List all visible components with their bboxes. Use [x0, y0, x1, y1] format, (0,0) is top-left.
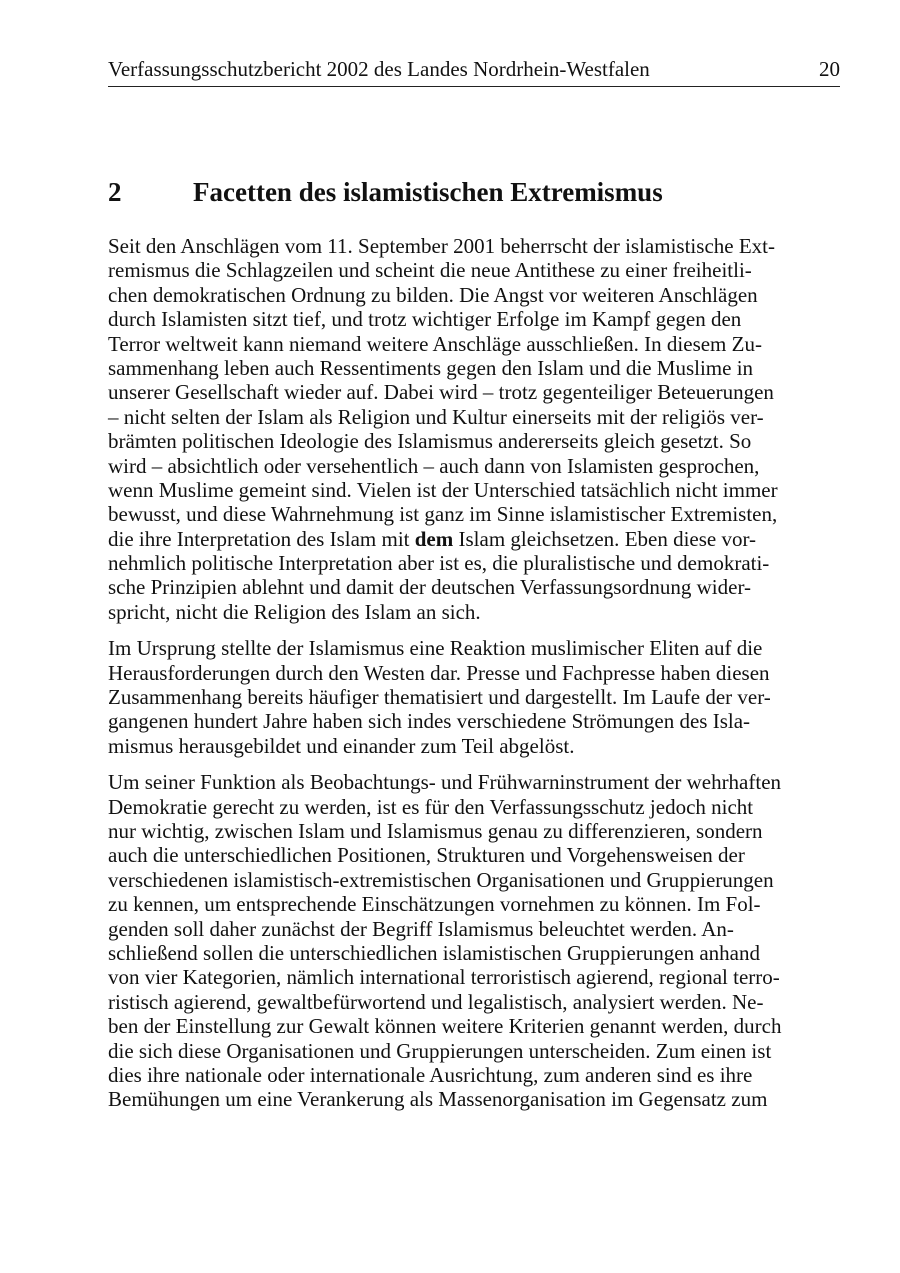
- text-line: auch die unterschiedlichen Positionen, Strukturen und Vorgehensweisen der: [108, 843, 745, 868]
- text-line: ristisch agierend, gewaltbefürwortend und legalistisch, analysiert werden. Ne-: [108, 989, 764, 1014]
- body-text: [108, 234, 840, 1124]
- text-line: brämten politischen Ideologie des Islamismus andererseits gleich gesetzt. So: [108, 429, 752, 454]
- text-line: mismus herausgebildet und einander zum Teil abgelöst.: [108, 733, 575, 758]
- paragraph: [108, 234, 840, 624]
- text-line: remismus die Schlagzeilen und scheint die neue Antithese zu einer freiheitli-: [108, 258, 752, 283]
- text-line: wird – absichtlich oder versehentlich – auch dann von Islamisten gesprochen,: [108, 453, 760, 478]
- text-run: Islam gleichsetzen. Eben diese vor-: [453, 526, 757, 551]
- text-line: bewusst, und diese Wahrnehmung ist ganz im Sinne islamistischer Extremisten,: [108, 502, 778, 527]
- text-line: sche Prinzipien ablehnt und damit der deutschen Verfassungsordnung wider-: [108, 575, 752, 600]
- text-line: ben der Einstellung zur Gewalt können weitere Kriterien genannt werden, durch: [108, 1014, 782, 1039]
- text-line: dies ihre nationale oder internationale Ausrichtung, zum anderen sind es ihre: [108, 1062, 753, 1087]
- text-run: die ihre Interpretation des Islam mit: [108, 526, 415, 551]
- emphasized-word: dem: [414, 526, 454, 551]
- text-line: Seit den Anschlägen vom 11. September 2001 beherrscht der islamistische Ext-: [108, 234, 775, 258]
- text-line: genden soll daher zunächst der Begriff Islamismus beleuchtet werden. An-: [108, 916, 734, 941]
- running-header: [108, 56, 840, 87]
- text-line: spricht, nicht die Religion des Islam an sich.: [108, 599, 481, 624]
- text-line: verschiedenen islamistisch-extremistischen Organisationen und Gruppierungen: [108, 867, 774, 892]
- text-line: Zusammenhang bereits häufiger thematisiert und dargestellt. Im Laufe der ver-: [108, 685, 771, 710]
- text-line: unserer Gesellschaft wieder auf. Dabei wird – trotz gegenteiliger Beteuerungen: [108, 380, 774, 405]
- text-line: Im Ursprung stellte der Islamismus eine Reaktion muslimischer Eliten auf die: [108, 636, 763, 661]
- chapter-heading: [108, 174, 840, 210]
- text-line: [108, 527, 840, 551]
- chapter-title: Facetten des islamistischen Extremismus: [193, 177, 663, 207]
- chapter-number: 2: [108, 177, 122, 207]
- text-line: nehmlich politische Interpretation aber ist es, die pluralistische und demokrati-: [108, 551, 770, 576]
- text-line: Herausforderungen durch den Westen dar. Presse und Fachpresse haben diesen: [108, 660, 770, 685]
- text-line: gangenen hundert Jahre haben sich indes verschiedene Strömungen des Isla-: [108, 709, 751, 734]
- text-line: nur wichtig, zwischen Islam und Islamismus genau zu differenzieren, sondern: [108, 818, 763, 843]
- text-line: die sich diese Organisationen und Gruppierungen unterscheiden. Zum einen ist: [108, 1038, 772, 1063]
- page-number: 20: [819, 57, 840, 81]
- text-line: Demokratie gerecht zu werden, ist es für den Verfassungsschutz jedoch nicht: [108, 794, 754, 819]
- text-line: durch Islamisten sitzt tief, und trotz wichtiger Erfolge im Kampf gegen den: [108, 307, 742, 332]
- paragraph: [108, 770, 840, 1111]
- text-line: Terror weltweit kann niemand weitere Anschläge ausschließen. In diesem Zu-: [108, 331, 762, 356]
- text-line: wenn Muslime gemeint sind. Vielen ist der Unterschied tatsächlich nicht immer: [108, 477, 778, 502]
- text-line: Bemühungen um eine Verankerung als Massenorganisation im Gegensatz zum: [108, 1087, 768, 1112]
- text-line: – nicht selten der Islam als Religion und Kultur einerseits mit der religiös ver-: [108, 404, 764, 429]
- text-line: Um seiner Funktion als Beobachtungs- und Frühwarninstrument der wehrhaften: [108, 770, 782, 795]
- text-line: zu kennen, um entsprechende Einschätzungen vornehmen zu können. Im Fol-: [108, 892, 761, 917]
- header-title: Verfassungsschutzbericht 2002 des Landes Nordrhein-Westfalen: [108, 57, 650, 81]
- text-line: von vier Kategorien, nämlich international terroristisch agierend, regional terro-: [108, 965, 780, 990]
- text-line: schließend sollen die unterschiedlichen islamistischen Gruppierungen anhand: [108, 940, 760, 965]
- text-line: sammenhang leben auch Ressentiments gegen den Islam und die Muslime in: [108, 355, 754, 380]
- text-line: chen demokratischen Ordnung zu bilden. Die Angst vor weiteren Anschlägen: [108, 282, 758, 307]
- paragraph: [108, 636, 840, 758]
